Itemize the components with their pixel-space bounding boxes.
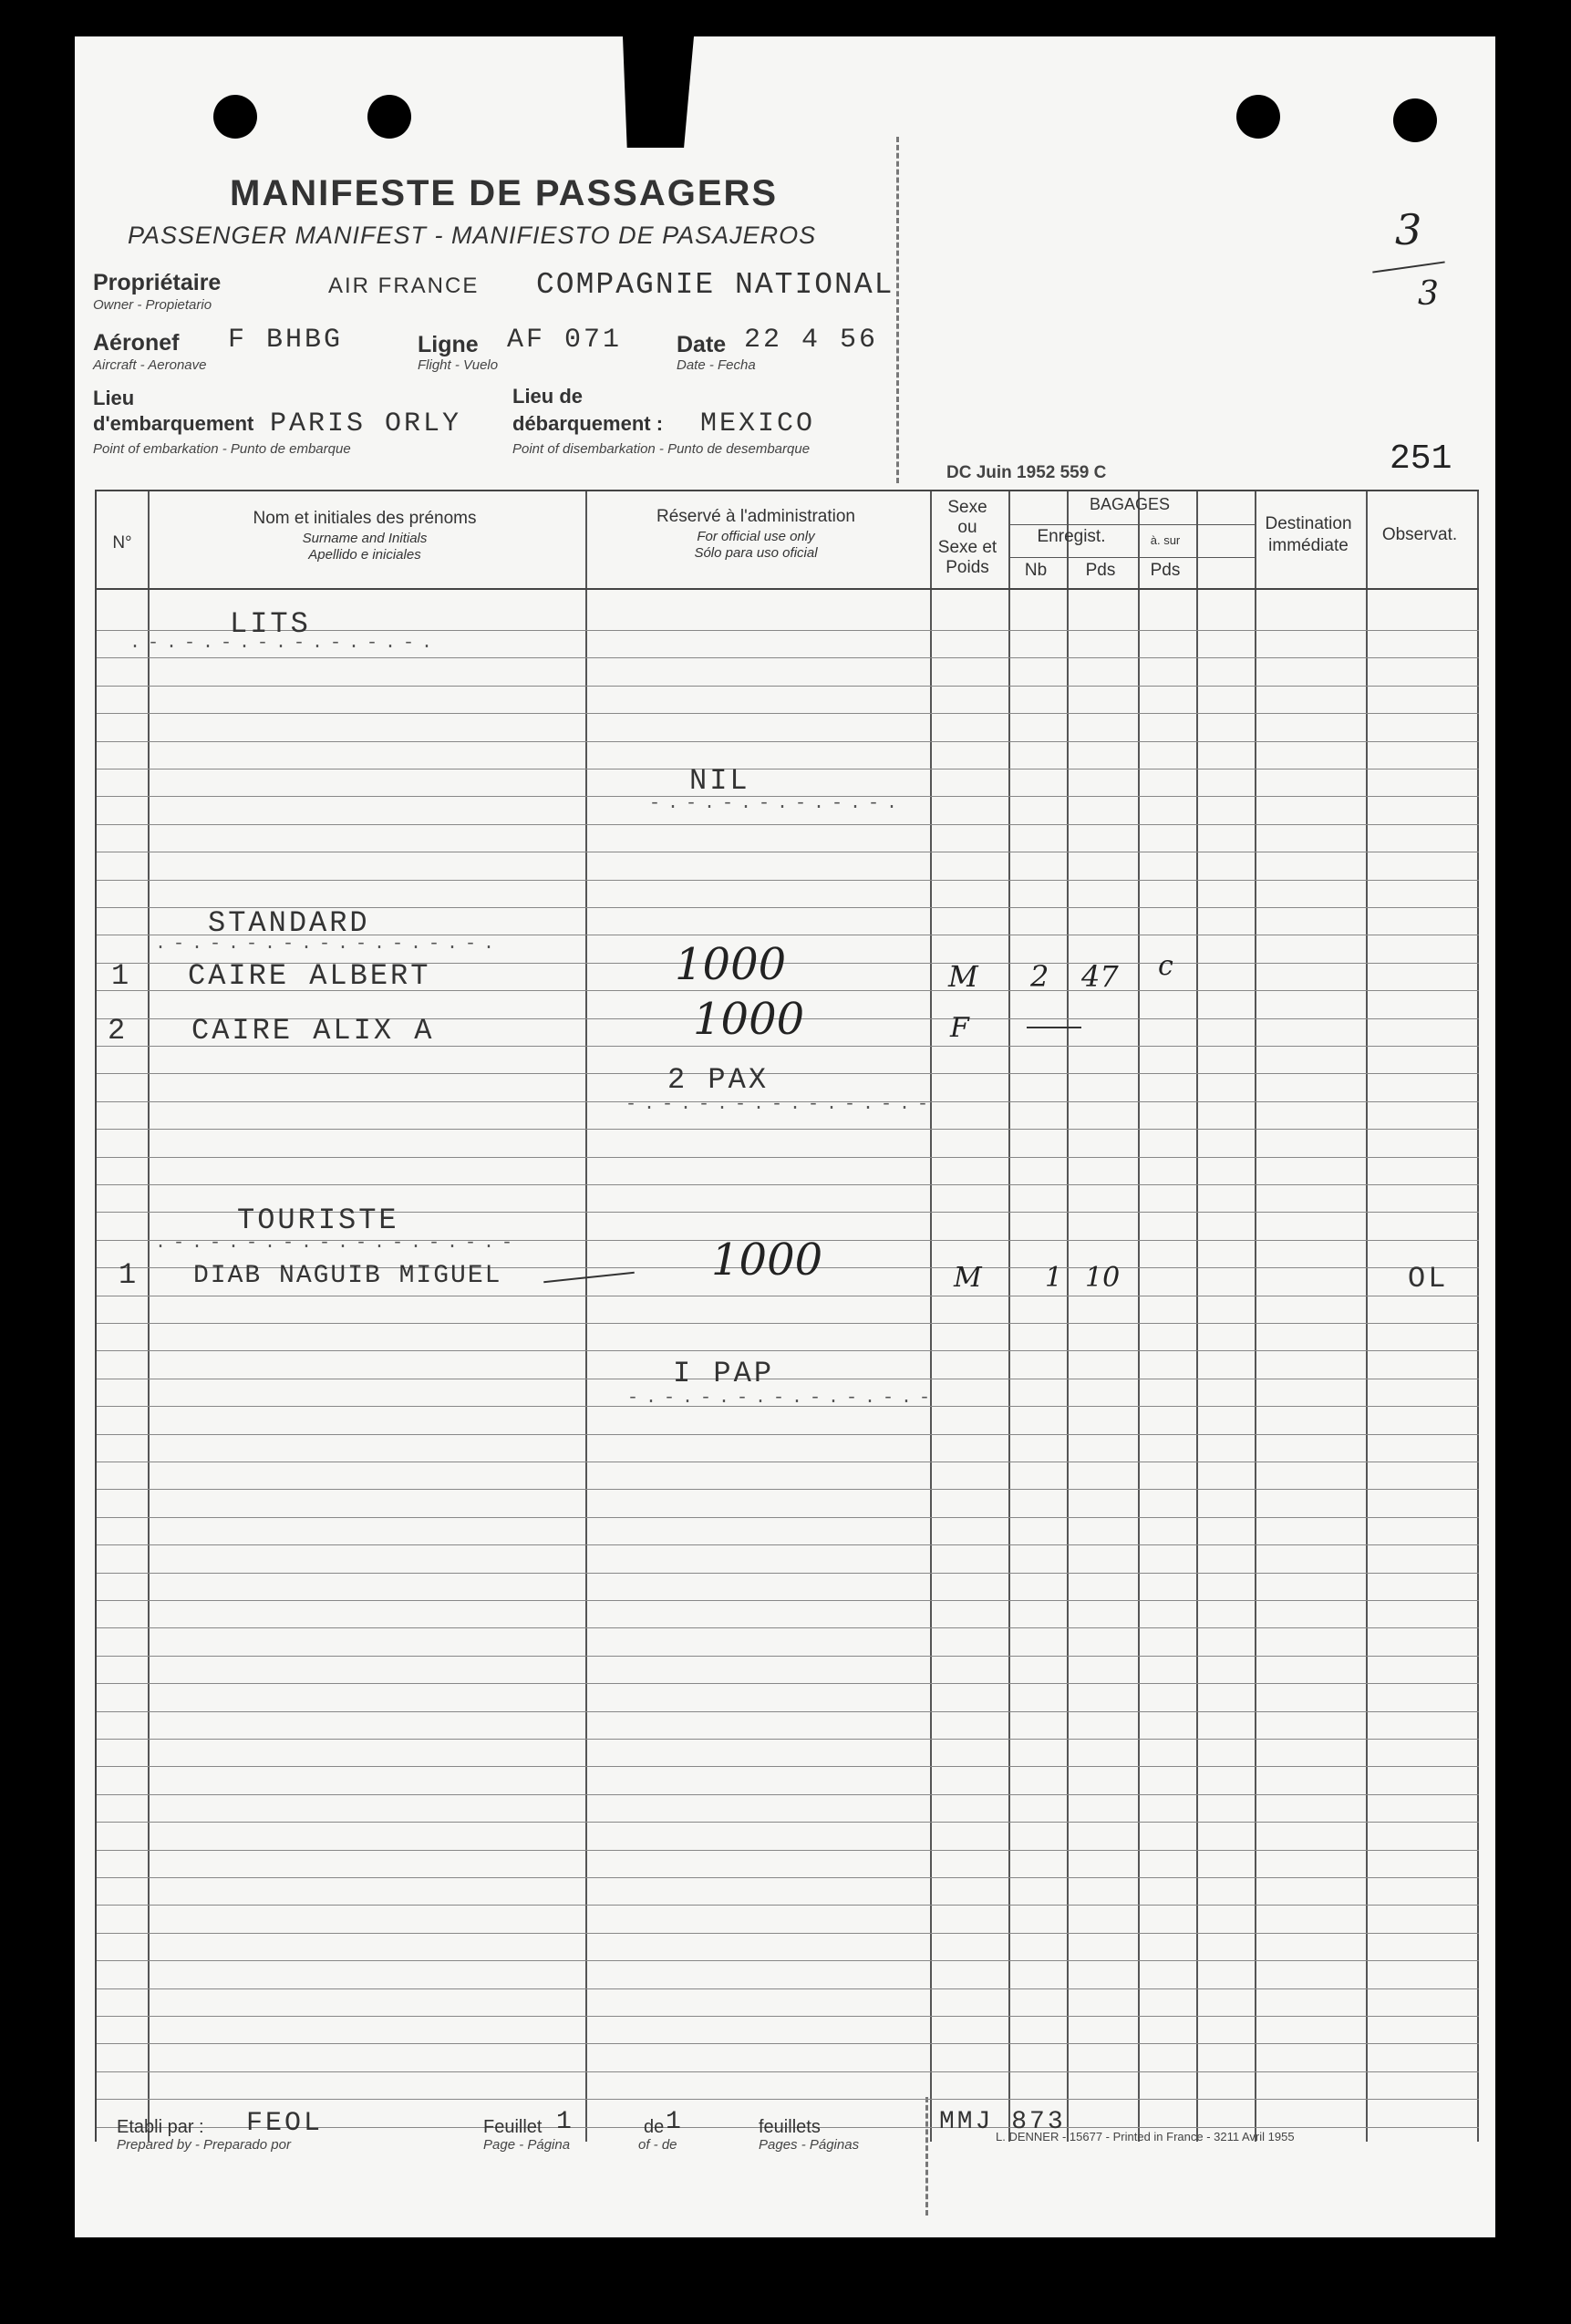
page-subtitle: PASSENGER MANIFEST - MANIFIESTO DE PASAJEROS — [128, 222, 817, 249]
observation: OL — [1408, 1262, 1449, 1296]
admin-code: 1000 — [675, 939, 787, 990]
section-underline: .-.-.-.-.-.-.-.-.-. — [155, 934, 502, 955]
admin-code: 1000 — [711, 1234, 823, 1286]
admin-code: 1000 — [693, 994, 805, 1045]
col-divider — [585, 491, 587, 2142]
form-code: DC Juin 1952 559 C — [946, 463, 1107, 482]
section-touriste: TOURISTE — [237, 1203, 399, 1237]
aircraft-value: F BHBG — [228, 325, 344, 356]
punch-hole — [213, 95, 257, 139]
table-rule — [97, 1850, 1479, 1851]
line-value: AF 071 — [507, 325, 623, 356]
table-rule — [97, 1434, 1479, 1435]
margin-fraction-top: 3 — [1395, 205, 1422, 254]
of-label: de — [644, 2117, 665, 2137]
header-admin-sub2: Sólo para uso oficial — [694, 545, 818, 561]
col-divider — [1008, 491, 1010, 2142]
table-rule — [97, 1544, 1479, 1545]
stamp: MMJ 873 — [939, 2108, 1066, 2136]
header-destination-1: Destination — [1265, 514, 1352, 533]
header-name: Nom et initiales des prénoms — [253, 509, 477, 528]
table-rule — [97, 769, 1479, 770]
header-sex-2: ou — [957, 518, 977, 537]
baggage-rule — [1008, 557, 1255, 558]
prepared-value: FEOL — [246, 2108, 324, 2139]
table-rule — [97, 2099, 1479, 2100]
section-underline: -.-.-.-.-.-.-. — [649, 793, 905, 814]
page-sublabel: Page - Página — [483, 2137, 571, 2153]
pages-sublabel: Pages - Páginas — [759, 2137, 860, 2153]
table-rule — [97, 1933, 1479, 1934]
header-sex-4: Poids — [946, 558, 989, 577]
table-rule — [97, 1988, 1479, 1989]
baggage-count: 2 — [1030, 959, 1049, 994]
col-divider — [1366, 491, 1368, 2142]
owner-label: Propriétaire — [93, 270, 222, 295]
table-rule — [97, 1656, 1479, 1657]
date-sublabel: Date - Fecha — [677, 357, 756, 373]
disembark-label-1: Lieu de — [512, 385, 584, 408]
table-rule — [97, 713, 1479, 714]
table-rule — [97, 1766, 1479, 1767]
date-label: Date — [677, 332, 727, 357]
row-no: 2 — [108, 1014, 129, 1048]
header-bottom-rule — [97, 588, 1479, 590]
header-destination-2: immédiate — [1268, 536, 1349, 555]
table-rule — [97, 657, 1479, 658]
header-pds2: Pds — [1150, 561, 1181, 580]
section-underline: .-.-.-.-.-.-.-.-. — [129, 633, 440, 654]
col-divider — [148, 491, 150, 2142]
date-value: 22 4 56 — [744, 325, 879, 356]
table-rule — [97, 1323, 1479, 1324]
row-no: 1 — [111, 959, 132, 993]
table-rule — [97, 741, 1479, 742]
header-admin-sub1: For official use only — [697, 529, 815, 544]
passenger-sex: M — [954, 1262, 982, 1294]
passenger-table — [95, 490, 1479, 2142]
table-rule — [97, 1573, 1479, 1574]
header-observ: Observat. — [1381, 525, 1458, 544]
table-rule — [97, 1129, 1479, 1130]
passenger-name: CAIRE ALIX A — [191, 1014, 435, 1048]
header-no: N° — [112, 533, 132, 553]
punch-hole — [367, 95, 411, 139]
prepared-label: Etabli par : — [117, 2117, 204, 2137]
table-rule — [97, 2071, 1479, 2072]
section-underline: -.-.-.-.-.-.-.-.- — [625, 1094, 936, 1115]
table-rule — [97, 1794, 1479, 1795]
punch-hole — [1393, 98, 1437, 142]
page-label: Feuillet — [483, 2117, 543, 2137]
fold-line — [896, 137, 899, 483]
disembark-label-2: débarquement : — [512, 412, 664, 435]
header-hand: à. sur — [1150, 533, 1181, 547]
header-pds1: Pds — [1085, 561, 1116, 580]
table-rule — [97, 1627, 1479, 1628]
baggage-weight: 10 — [1085, 1262, 1121, 1294]
table-rule — [97, 1517, 1479, 1518]
col-divider — [1067, 491, 1069, 2142]
aircraft-sublabel: Aircraft - Aeronave — [93, 357, 207, 373]
passenger-sex: M — [948, 959, 978, 994]
owner-value: COMPAGNIE NATIONAL — [536, 268, 894, 302]
embark-label-1: Lieu — [93, 387, 135, 409]
header-sex-3: Sexe et — [937, 538, 997, 557]
table-rule — [97, 1877, 1479, 1878]
passenger-sex: F — [950, 1012, 969, 1044]
punch-hole — [1236, 95, 1280, 139]
table-rule — [97, 1184, 1479, 1185]
table-rule — [97, 1822, 1479, 1823]
pages-label: feuillets — [759, 2117, 821, 2137]
section-lits-total: NIL — [689, 764, 750, 798]
baggage-count: 1 — [1045, 1262, 1063, 1294]
row-no: 1 — [119, 1258, 140, 1292]
disembark-value: MEXICO — [700, 408, 816, 439]
section-touriste-total: I PAP — [673, 1357, 775, 1390]
baggage-rule — [1008, 524, 1255, 525]
table-rule — [97, 1683, 1479, 1684]
line-label: Ligne — [418, 332, 479, 357]
header-nb: Nb — [1024, 561, 1048, 580]
table-rule — [97, 1489, 1479, 1490]
col-divider — [1255, 491, 1256, 2142]
header-name-sub2: Apellido e iniciales — [308, 547, 421, 563]
printer-line: L. DENNER - 15677 - Printed in France - 3211 Avril 1955 — [996, 2130, 1295, 2143]
table-rule — [97, 1960, 1479, 1961]
page-title: MANIFESTE DE PASSAGERS — [230, 173, 779, 213]
header-baggage: BAGAGES — [1089, 495, 1171, 513]
table-rule — [97, 2043, 1479, 2044]
table-rule — [97, 880, 1479, 881]
header-name-sub1: Surname and Initials — [302, 531, 428, 546]
col-divider — [1477, 491, 1479, 2142]
table-rule — [97, 1600, 1479, 1601]
owner-printed: AIR FRANCE — [328, 274, 480, 298]
passenger-name: DIAB NAGUIB MIGUEL — [193, 1262, 502, 1290]
disembark-sublabel: Point of disembarkation - Punto de desembarque — [512, 441, 811, 457]
table-rule — [97, 1905, 1479, 1906]
owner-sublabel: Owner - Propietario — [93, 297, 212, 313]
table-rule — [97, 1739, 1479, 1740]
prepared-sublabel: Prepared by - Preparado por — [117, 2137, 291, 2153]
table-rule — [97, 1350, 1479, 1351]
embark-label-2: d'embarquement — [93, 412, 254, 435]
table-rule — [97, 686, 1479, 687]
aircraft-label: Aéronef — [93, 330, 180, 356]
table-rule — [97, 2016, 1479, 2017]
baggage-weight: 47 — [1081, 959, 1119, 994]
header-admin: Réservé à l'administration — [656, 507, 855, 526]
table-rule — [97, 1073, 1479, 1074]
of-value: 1 — [666, 2108, 684, 2136]
section-standard-total: 2 PAX — [667, 1063, 770, 1097]
section-underline: -.-.-.-.-.-.-.-.- — [627, 1388, 938, 1409]
page-value: 1 — [556, 2108, 574, 2136]
of-sublabel: of - de — [638, 2137, 677, 2153]
margin-fraction-bottom: 3 — [1418, 275, 1439, 313]
embark-sublabel: Point of embarkation - Punto de embarque — [93, 441, 351, 457]
header-sex-1: Sexe — [947, 498, 987, 517]
header-registered: Enregist. — [1037, 527, 1106, 546]
section-lits: LITS — [230, 607, 311, 641]
baggage-dash — [1027, 1027, 1081, 1028]
table-rule — [97, 824, 1479, 825]
col-divider — [1196, 491, 1198, 2142]
col-divider — [1138, 491, 1140, 2142]
embark-value: PARIS ORLY — [270, 408, 462, 439]
binder-clip — [623, 36, 694, 148]
section-standard: STANDARD — [208, 906, 370, 940]
line-sublabel: Flight - Vuelo — [418, 357, 499, 373]
table-rule — [97, 1711, 1479, 1712]
col-divider — [930, 491, 932, 2142]
page-number: 251 — [1390, 439, 1452, 479]
baggage-extra: c — [1158, 950, 1173, 982]
section-underline: .-.-.-.-.-.-.-.-.-.- — [155, 1233, 521, 1254]
table-rule — [97, 1157, 1479, 1158]
passenger-name: CAIRE ALBERT — [188, 959, 431, 993]
